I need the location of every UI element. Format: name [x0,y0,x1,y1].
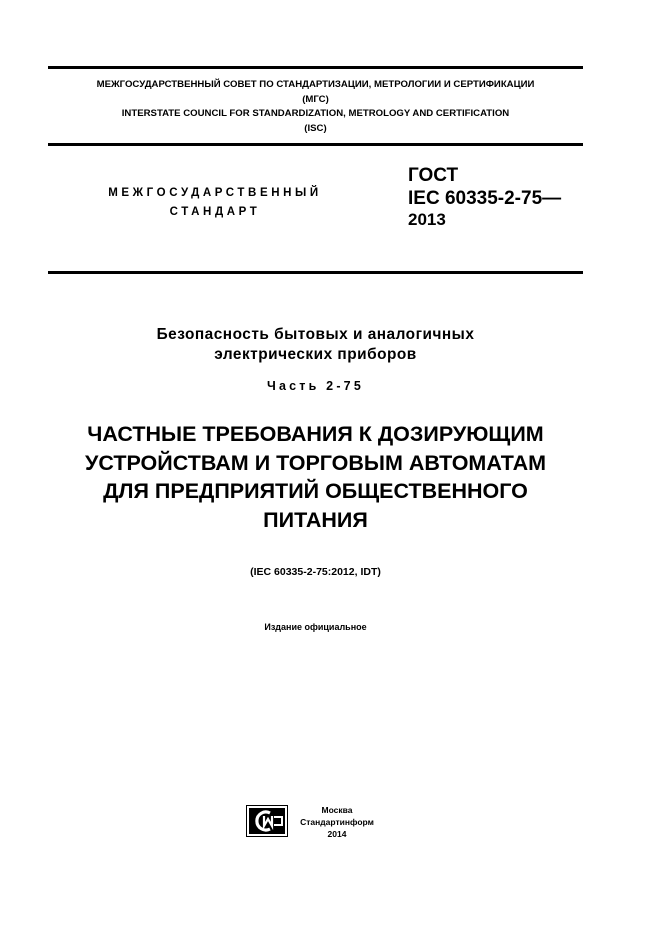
iec-reference: (IEC 60335-2-75:2012, IDT) [250,566,381,578]
council-name-ru: МЕЖГОСУДАРСТВЕННЫЙ СОВЕТ ПО СТАНДАРТИЗАЦИИ, МЕТРОЛОГИИ И СЕРТИФИКАЦИИ [96,79,535,90]
middle-rule [48,143,583,146]
title-line4: ПИТАНИЯ [263,507,368,532]
part-number: Часть 2-75 [267,379,364,393]
council-name-en: INTERSTATE COUNCIL FOR STANDARDIZATION, METROLOGY AND CERTIFICATION [121,108,510,119]
standard-kind [80,184,350,222]
document-title [40,420,591,534]
council-header [48,78,583,136]
publisher-city: Москва [321,805,353,815]
edition-note: Издание официальное [264,622,367,632]
designation-year: 2013 [408,210,446,229]
document-subtitle [48,325,583,365]
top-rule [48,66,583,69]
council-abbr-ru: (МГС) [302,93,329,105]
designation-number: IEC 60335-2-75— [408,188,562,209]
standard-designation [408,164,561,230]
council-abbr-en: (ISC) [304,122,327,134]
subtitle-line2: электрических приборов [214,346,417,363]
publisher-year: 2014 [327,829,347,839]
standartinform-logo-icon [246,805,288,837]
publisher-name: Стандартинформ [300,817,374,827]
standard-kind-line1: МЕЖГОСУДАРСТВЕННЫЙ [108,187,322,199]
standard-kind-line2: СТАНДАРТ [169,206,261,218]
title-line3: ДЛЯ ПРЕДПРИЯТИЙ ОБЩЕСТВЕННОГО [103,479,528,503]
title-line1: ЧАСТНЫЕ ТРЕБОВАНИЯ К ДОЗИРУЮЩИМ [87,422,544,446]
designation-prefix: ГОСТ [408,165,459,186]
subtitle-line1: Безопасность бытовых и аналогичных [156,326,475,343]
title-line2: УСТРОЙСТВАМ И ТОРГОВЫМ АВТОМАТАМ [84,450,547,475]
bottom-rule [48,271,583,274]
publisher-block [293,804,381,840]
